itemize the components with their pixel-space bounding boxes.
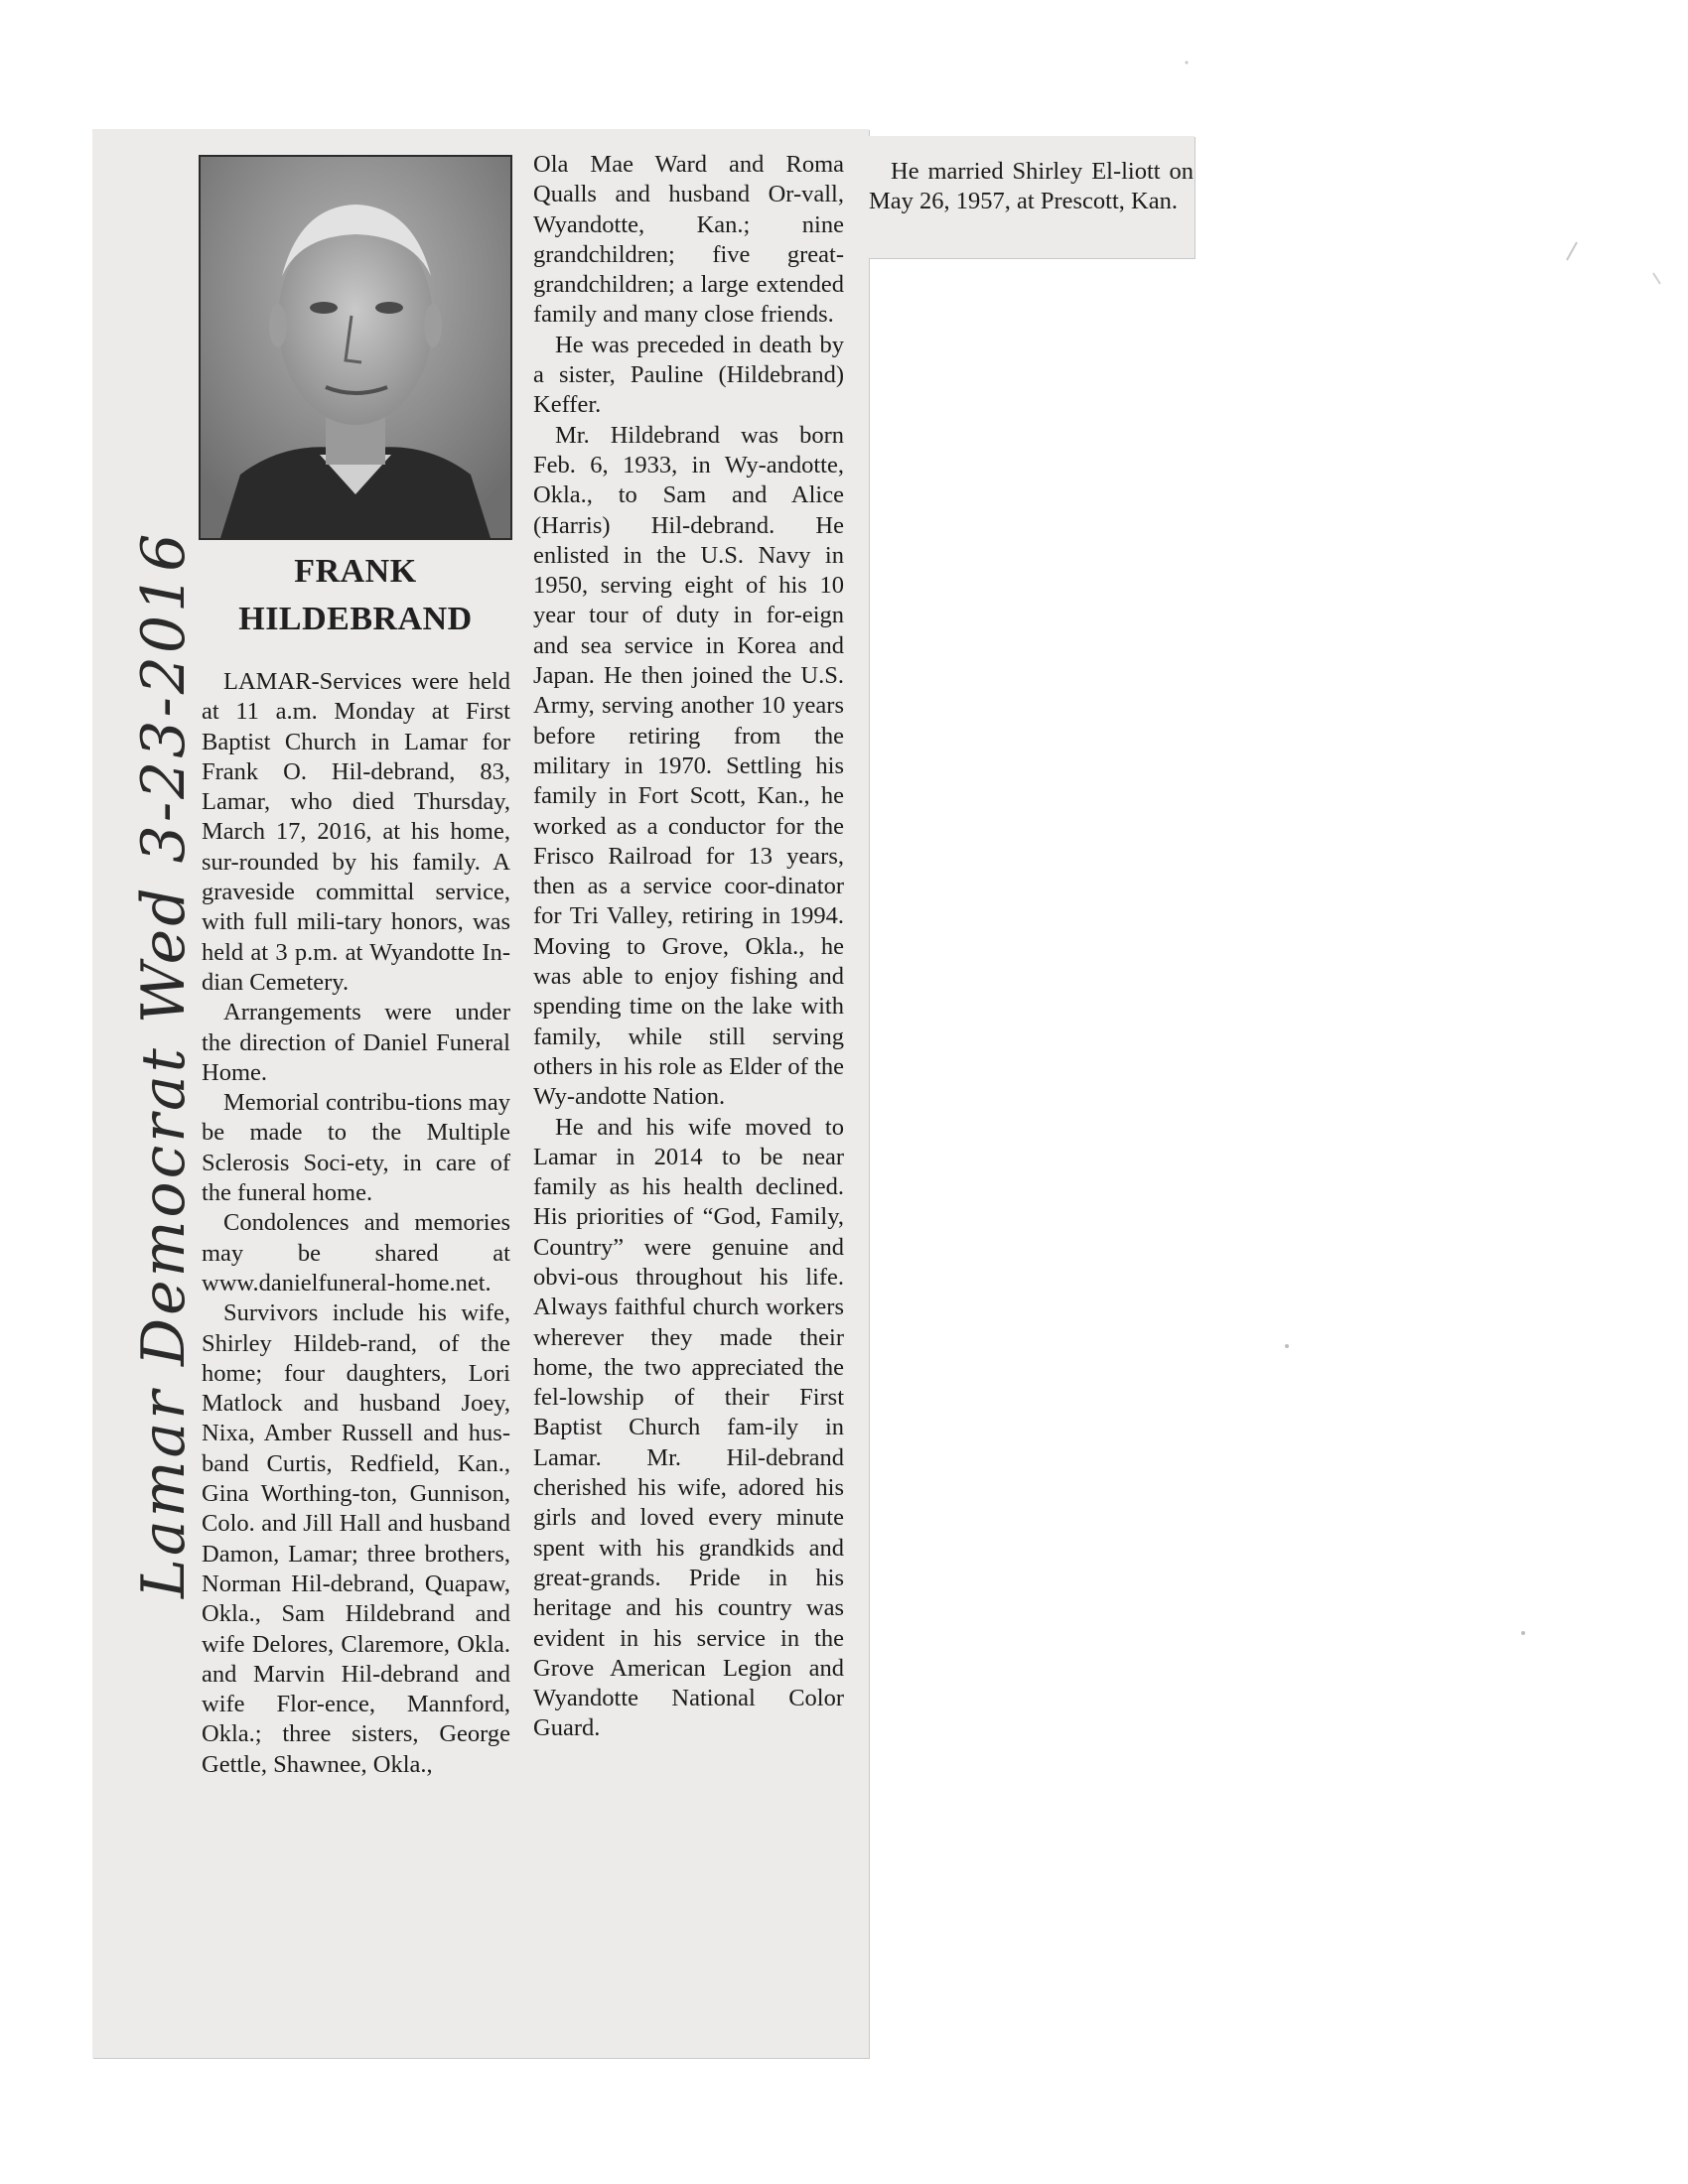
paragraph-biography: Mr. Hildebrand was born Feb. 6, 1933, in Wy-andotte, Okla., to Sam and Alice (Harris) Hil-debrand. He enlisted in the U.S. Navy in 1950, serving eight of his 10 year tour of duty in for-eign and sea service in Korea and Japan. He then joined the U.S. Army, serving another 10 years before retiring from the military in 1970. Settling his family in Fort Scott, Kan., he worked as a conductor for the Frisco Railroad for 13 years, then as a service coor-dinator for Tri Valley, retiring in 1994. Moving to Grove, Okla., he was able to enjoy fishing and spending time on the lake with family, while still serving others in his role as Elder of the Wy-andotte Nation.	[533, 421, 844, 1111]
text-column-1	[202, 667, 510, 1780]
paragraph-survivors: Survivors include his wife, Shirley Hildeb-rand, of the home; four daughters, Lori Matlock and husband Joey, Nixa, Amber Russell and hus-band Curtis, Redfield, Kan., Gina Worthing-ton, Gunnison, Colo. and Jill Hall and husband Damon, Lamar; three brothers, Norman Hil-debrand, Quapaw, Okla., Sam Hildebrand and wife Delores, Claremore, Okla. and Marvin Hil-debrand and wife Flor-ence, Mannford, Okla.; three sisters, George Gettle, Shawnee, Okla.,	[202, 1299, 510, 1778]
paragraph-memorial: Memorial contribu-tions may be made to the Multiple Sclerosis Soci-ety, in care of the funeral home.	[202, 1089, 510, 1207]
obituary-name	[199, 548, 512, 643]
paragraph-later-life: He and his wife moved to Lamar in 2014 to be near family as his health declined. His priorities of “God, Family, Country” were genuine and obvi-ous throughout his life. Always faithful church workers wherever they made their home, the two appreciated the fel-lowship of their First Baptist Church fam-ily in Lamar. Mr. Hil-debrand cherished his wife, adored his girls and loved every minute spent with his grandkids and great-grands. Pride in his heritage and his country was evident in his service in the Grove American Legion and Wyandotte National Color Guard.	[533, 1113, 844, 1742]
paragraph-marriage: He married Shirley El-liott on May 26, 1957, at Prescott, Kan.	[869, 158, 1194, 215]
paragraph-arrangements: Arrangements were under the direction of Daniel Funeral Home.	[202, 999, 510, 1086]
text-column-2	[533, 150, 844, 1744]
name-last: HILDEBRAND	[238, 601, 473, 637]
text-column-3	[869, 157, 1194, 217]
paragraph-services: LAMAR-Services were held at 11 a.m. Monday at First Baptist Church in Lamar for Frank O. Hil-debrand, 83, Lamar, who died Thursday, March 17, 2016, at his home, sur-rounded by his family. A graveside committal service, with full mili-tary honors, was held at 3 p.m. at Wyandotte In-dian Cemetery.	[202, 668, 510, 996]
name-first: FRANK	[294, 553, 417, 590]
handwritten-note: Lamar Democrat Wed 3-23-2016	[129, 530, 199, 1598]
paragraph-survivors-cont: Ola Mae Ward and Roma Qualls and husband Or-vall, Wyandotte, Kan.; nine grandchildren; five great-grandchildren; a large extended family and many close friends.	[533, 151, 844, 329]
paragraph-preceded: He was preceded in death by a sister, Pauline (Hildebrand) Keffer.	[533, 331, 844, 419]
portrait-photo-icon	[201, 157, 510, 538]
portrait-photo	[199, 155, 512, 540]
paragraph-condolences: Condolences and memories may be shared at www.danielfuneral-home.net.	[202, 1209, 510, 1297]
